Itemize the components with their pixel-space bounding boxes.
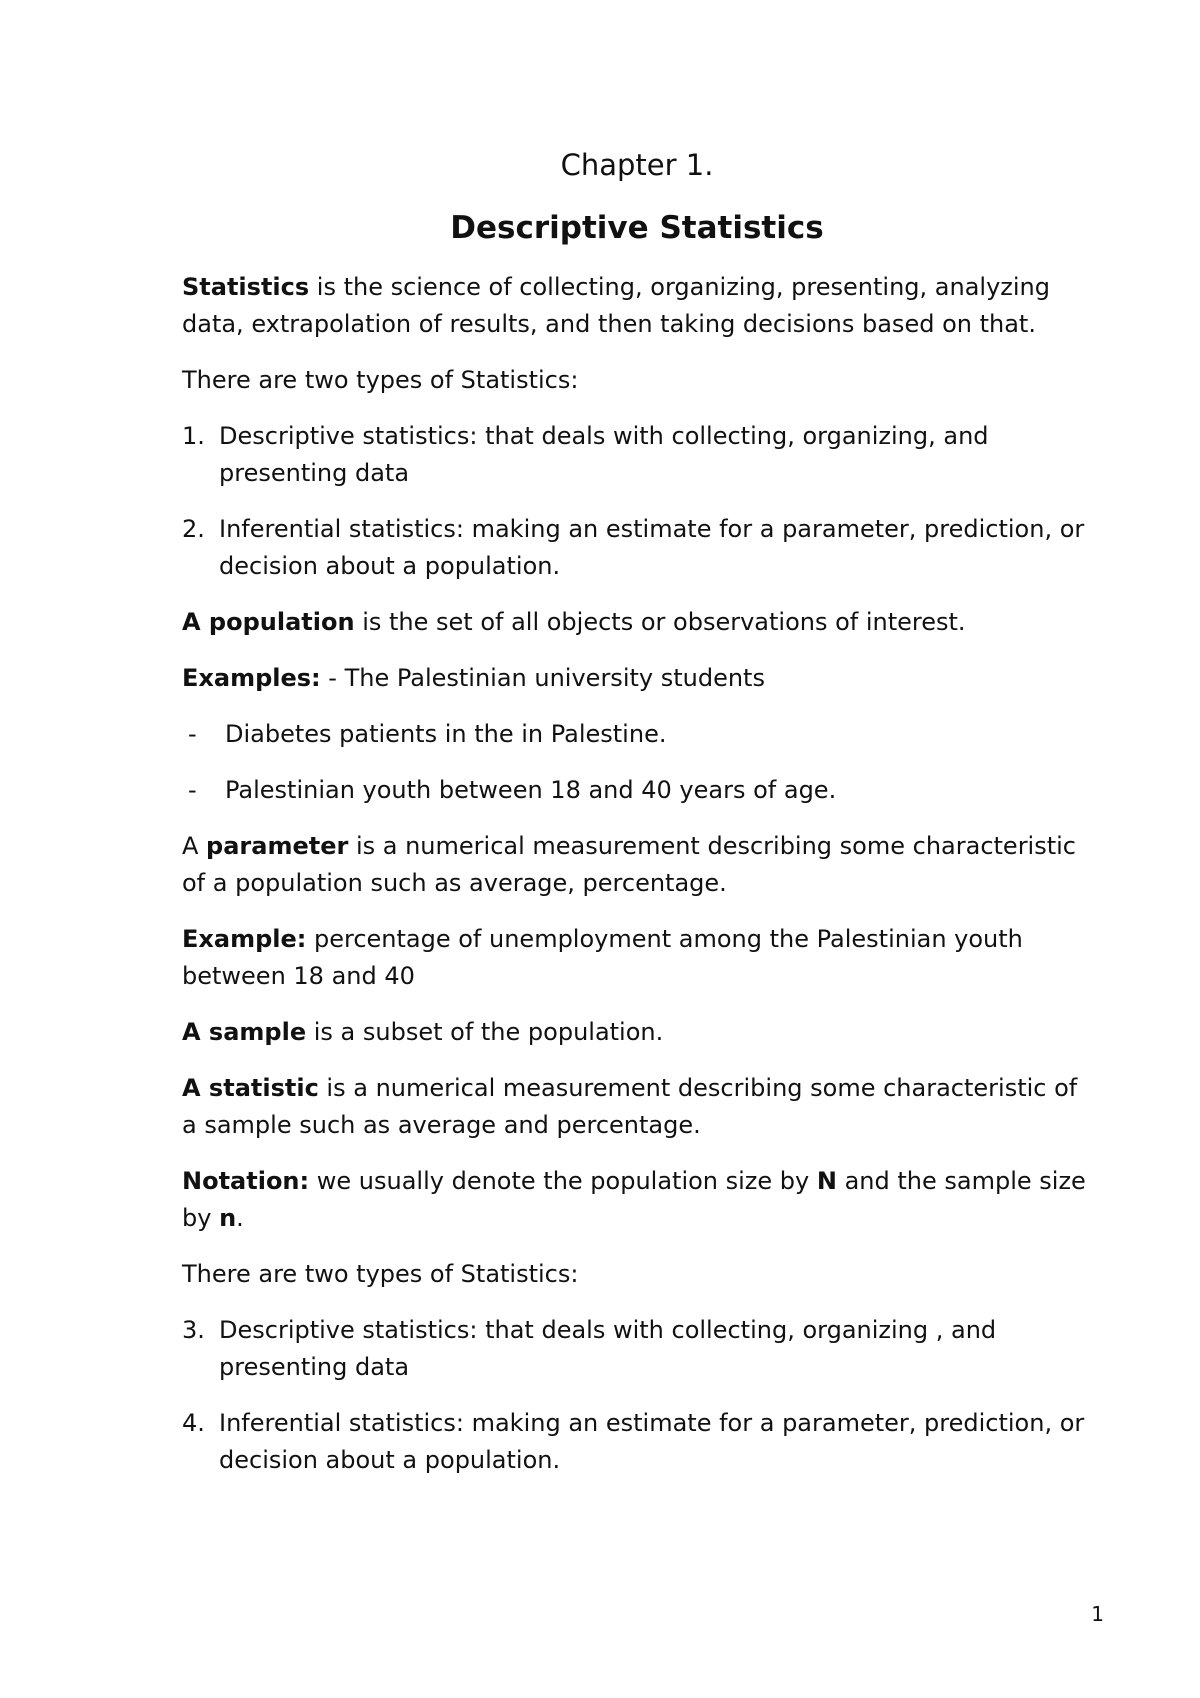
parameter-example-label: Example: [182,925,307,953]
examples-first: - The Palestinian university students [320,664,765,692]
statistic-term: A statistic [182,1074,319,1102]
notation-paragraph [182,1163,1092,1237]
document-title: Descriptive Statistics [450,210,824,246]
types-heading-2: There are two types of Statistics: [182,1260,579,1288]
dash-bullet: - [188,720,197,748]
notation-label: Notation: [182,1167,310,1195]
page-number: 1 [1091,1602,1104,1626]
notation-text-2: and the sample size by [182,1167,1086,1232]
list-number: 4. [182,1409,205,1437]
parameter-definition [182,828,1092,902]
parameter-example [182,921,1092,995]
list-item [182,418,1092,492]
examples-line [182,660,1092,697]
list-number: 2. [182,515,205,543]
list-text: Inferential statistics: making an estimate for a parameter, prediction, or decision about a population. [219,515,1085,580]
sample-definition-text: is a subset of the population. [306,1018,664,1046]
chapter-heading: Chapter 1. [560,148,714,182]
sample-term: A sample [182,1018,307,1046]
statistics-term: Statistics [182,273,310,301]
list-text: Inferential statistics: making an estimate for a parameter, prediction, or decision about a population. [219,1409,1085,1474]
dash-bullet: - [188,776,197,804]
list-item [182,1405,1092,1479]
statistic-definition-text: is a numerical measurement describing some characteristic of a sample such as average and percentage. [182,1074,1078,1139]
example-text: Palestinian youth between 18 and 40 years of age. [225,776,837,804]
list-number: 1. [182,422,205,450]
example-item [182,772,1092,809]
parameter-example-text: percentage of unemployment among the Palestinian youth between 18 and 40 [182,925,1023,990]
list-text: Descriptive statistics: that deals with collecting, organizing , and presenting data [219,1316,997,1381]
population-term: A population [182,608,355,636]
parameter-definition-text: is a numerical measurement describing some characteristic of a population such as average, percentage. [182,832,1077,897]
population-definition-text: is the set of all objects or observations of interest. [354,608,966,636]
statistic-definition [182,1070,1092,1144]
examples-label: Examples: [182,664,321,692]
list-number: 3. [182,1316,205,1344]
population-definition [182,604,1092,641]
page-content [182,145,1092,1498]
parameter-prefix: A [182,832,207,860]
notation-end: . [236,1204,244,1232]
list-text: Descriptive statistics: that deals with collecting, organizing, and presenting data [219,422,989,487]
list-item [182,511,1092,585]
parameter-term: parameter [206,832,349,860]
list-item [182,1312,1092,1386]
statistics-definition-text: is the science of collecting, organizing, presenting, analyzing data, extrapolation of results, and then taking decisions based on that. [182,273,1050,338]
example-text: Diabetes patients in the in Palestine. [225,720,667,748]
notation-text-1: we usually denote the population size by [309,1167,817,1195]
types-heading-1: There are two types of Statistics: [182,366,579,394]
population-size-symbol: N [816,1167,837,1195]
statistics-definition [182,269,1092,343]
sample-size-symbol: n [219,1204,237,1232]
sample-definition [182,1014,1092,1051]
example-item [182,716,1092,753]
